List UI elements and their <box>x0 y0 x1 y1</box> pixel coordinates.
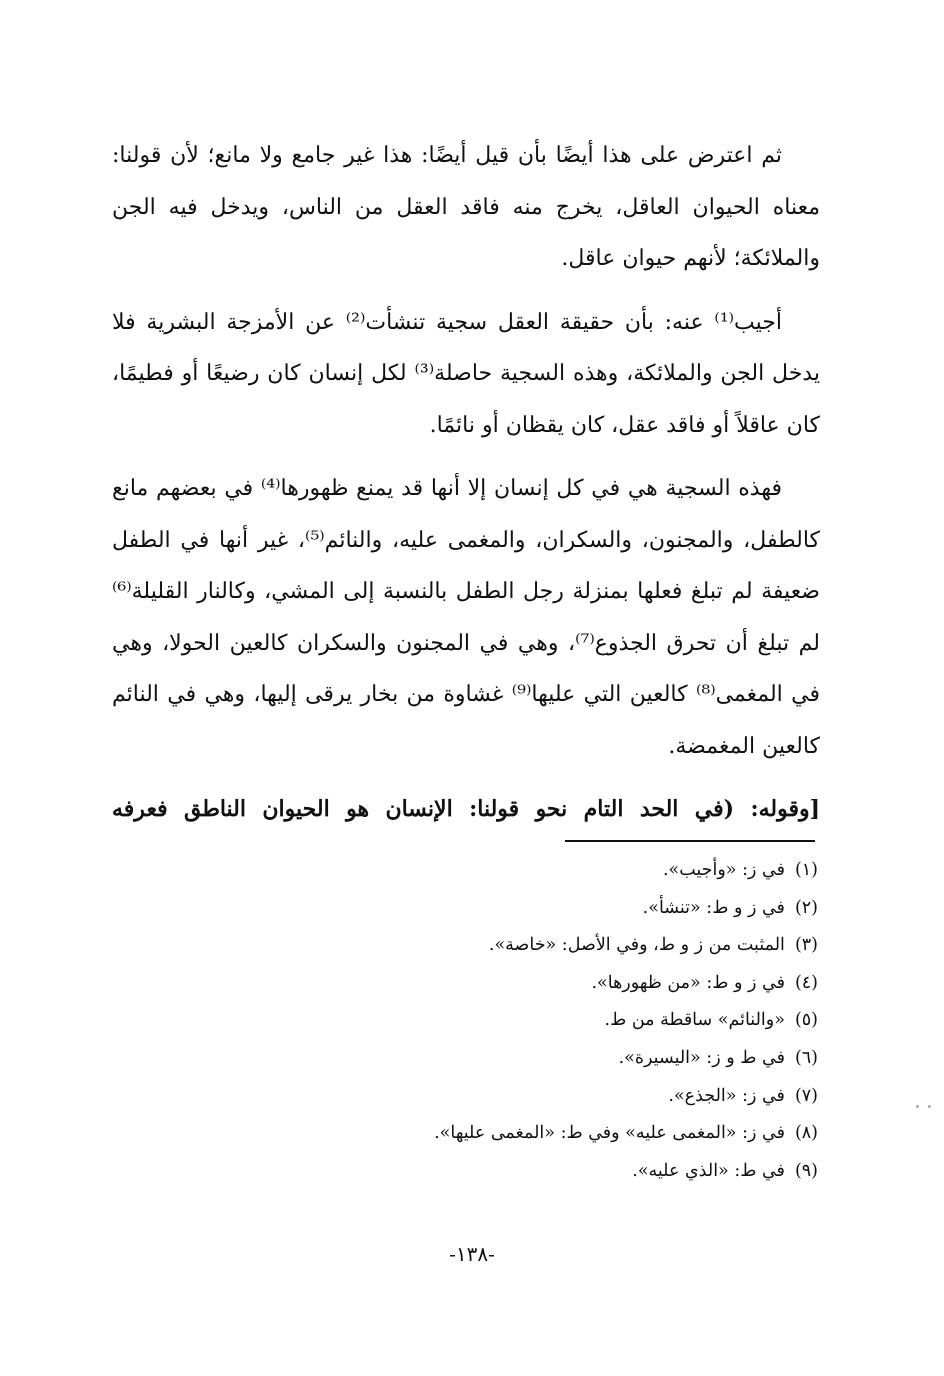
page-number: -١٣٨- <box>449 1242 495 1266</box>
footnote-item <box>258 1153 818 1191</box>
footnote-number: (٨) <box>794 1123 818 1144</box>
footnote-text: المثبت من ز و ط، وفي الأصل: «خاصة». <box>488 935 785 956</box>
footnote-number: (٥) <box>794 1010 818 1031</box>
footnote-text: في ز و ط: «تنشأ». <box>642 897 785 918</box>
paragraph-2: أجيب⁽¹⁾ عنه: بأن حقيقة العقل سجية تنشأت⁽²⁾ عن الأمزجة البشرية فلا يدخل الجن والملائكة، وهذه السجية حاصلة⁽³⁾ لكل إنسان كان رضيعًا أو فطيمًا، كان عاقلاً أو فاقد عقل، كان يقظان أو نائمًا. <box>112 309 820 438</box>
footnote-item <box>258 1115 818 1153</box>
footnote-text: في ط: «الذي عليه». <box>632 1160 785 1181</box>
footnote-number: (٣) <box>794 935 818 956</box>
footnote-item <box>258 965 818 1003</box>
main-text <box>112 130 820 848</box>
footnote-number: (٢) <box>794 897 818 918</box>
footnote-text: في ز: «الجذع». <box>668 1085 785 1106</box>
footnote-separator <box>565 840 815 842</box>
footnote-item <box>258 890 818 928</box>
footnote-text: «والنائم» ساقطة من ط. <box>604 1010 785 1031</box>
scan-speck <box>928 1105 931 1108</box>
footnote-number: (٧) <box>794 1085 818 1106</box>
footnote-text: في ط و ز: «اليسيرة». <box>618 1047 785 1068</box>
footnote-item <box>258 852 818 890</box>
footnote-item <box>258 1078 818 1116</box>
footnote-text: في ز: «المغمى عليه» وفي ط: «المغمى عليها». <box>434 1123 785 1144</box>
footnote-item <box>258 1002 818 1040</box>
footnote-number: (٦) <box>794 1047 818 1068</box>
footnote-number: (٤) <box>794 972 818 993</box>
paragraph-3: فهذه السجية هي في كل إنسان إلا أنها قد يمنع ظهورها⁽⁴⁾ في بعضهم مانع كالطفل، والمجنون، والسكران، والمغمى عليه، والنائم⁽⁵⁾، غير أنها في الطفل ضعيفة لم تبلغ فعلها بمنزلة رجل الطفل بالنسبة إلى المشي، وكالنار القليلة⁽⁶⁾ لم تبلغ أن تحرق الجذوع⁽⁷⁾، وهي في المجنون والسكران كالعين الحولا، وهي في المغمى⁽⁸⁾ كالعين التي عليها⁽⁹⁾ غشاوة من بخار يرقى إليها، وهي في النائم كالعين المغمضة. <box>112 476 820 759</box>
continuation-line: [وقوله: (في الحد التام نحو قولنا: الإنسان هو الحيوان الناطق فعرفه <box>112 796 820 822</box>
footnote-number: (٩) <box>794 1160 818 1181</box>
footnote-item <box>258 1040 818 1078</box>
scan-speck <box>916 1105 919 1108</box>
footnote-text: في ز: «وأجيب». <box>662 860 785 880</box>
footnote-item <box>258 927 818 965</box>
paragraph-1: ثم اعترض على هذا أيضًا بأن قيل أيضًا: هذا غير جامع ولا مانع؛ لأن قولنا: معناه الحيوان العاقل، يخرج منه فاقد العقل من الناس، ويدخل فيه الجن والملائكة؛ لأنهم حيوان عاقل. <box>112 143 820 271</box>
footnotes-list <box>258 852 818 1190</box>
footnote-number: (١) <box>794 860 818 880</box>
footnote-text: في ز و ط: «من ظهورها». <box>591 972 785 993</box>
